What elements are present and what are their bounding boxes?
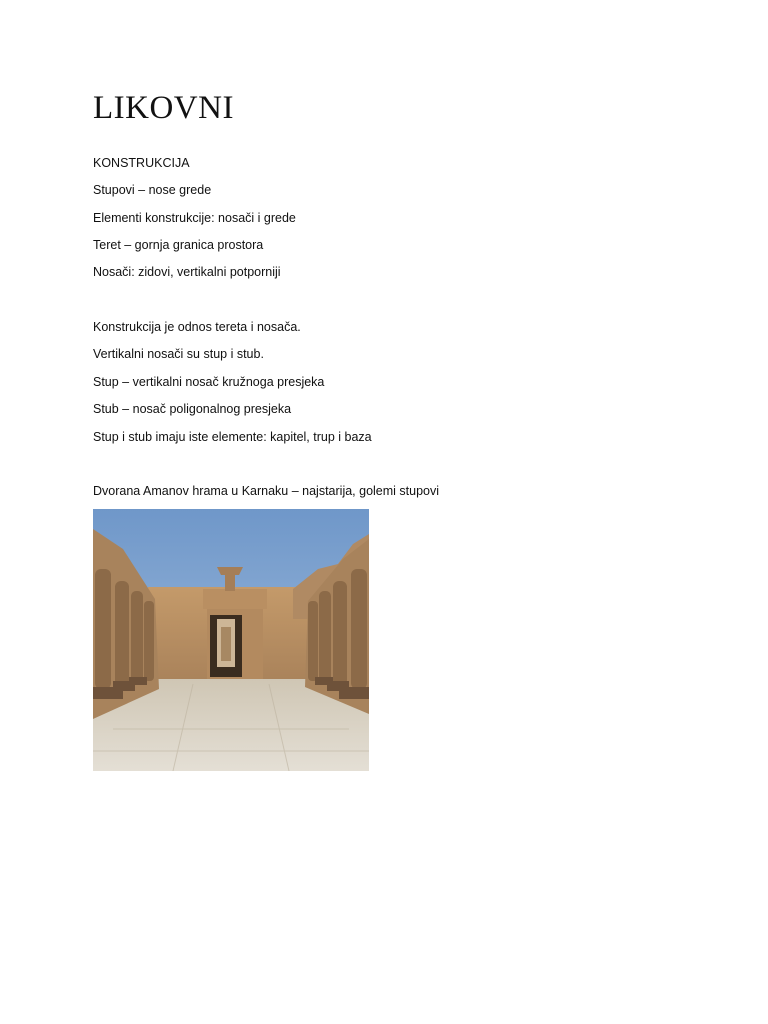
text-line-6: Konstrukcija je odnos tereta i nosača. xyxy=(93,320,301,334)
text-line-7: Vertikalni nosači su stup i stub. xyxy=(93,347,264,361)
text-line-8: Stup – vertikalni nosač kružnoga presjeka xyxy=(93,375,325,389)
document-title: LIKOVNI xyxy=(93,90,234,126)
text-line-10: Stup i stub imaju iste elemente: kapitel, trup i baza xyxy=(93,430,372,444)
text-line-2: Stupovi – nose grede xyxy=(93,183,212,197)
text-line-1: KONSTRUKCIJA xyxy=(93,156,190,170)
temple-photo xyxy=(93,509,369,771)
text-line-5: Nosači: zidovi, vertikalni potporniji xyxy=(93,265,281,279)
text-line-4: Teret – gornja granica prostora xyxy=(93,238,264,252)
text-line-3: Elementi konstrukcije: nosači i grede xyxy=(93,211,296,225)
text-line-9: Stub – nosač poligonalnog presjeka xyxy=(93,402,292,416)
image-caption: Dvorana Amanov hrama u Karnaku – najstarija, golemi stupovi xyxy=(93,484,440,498)
